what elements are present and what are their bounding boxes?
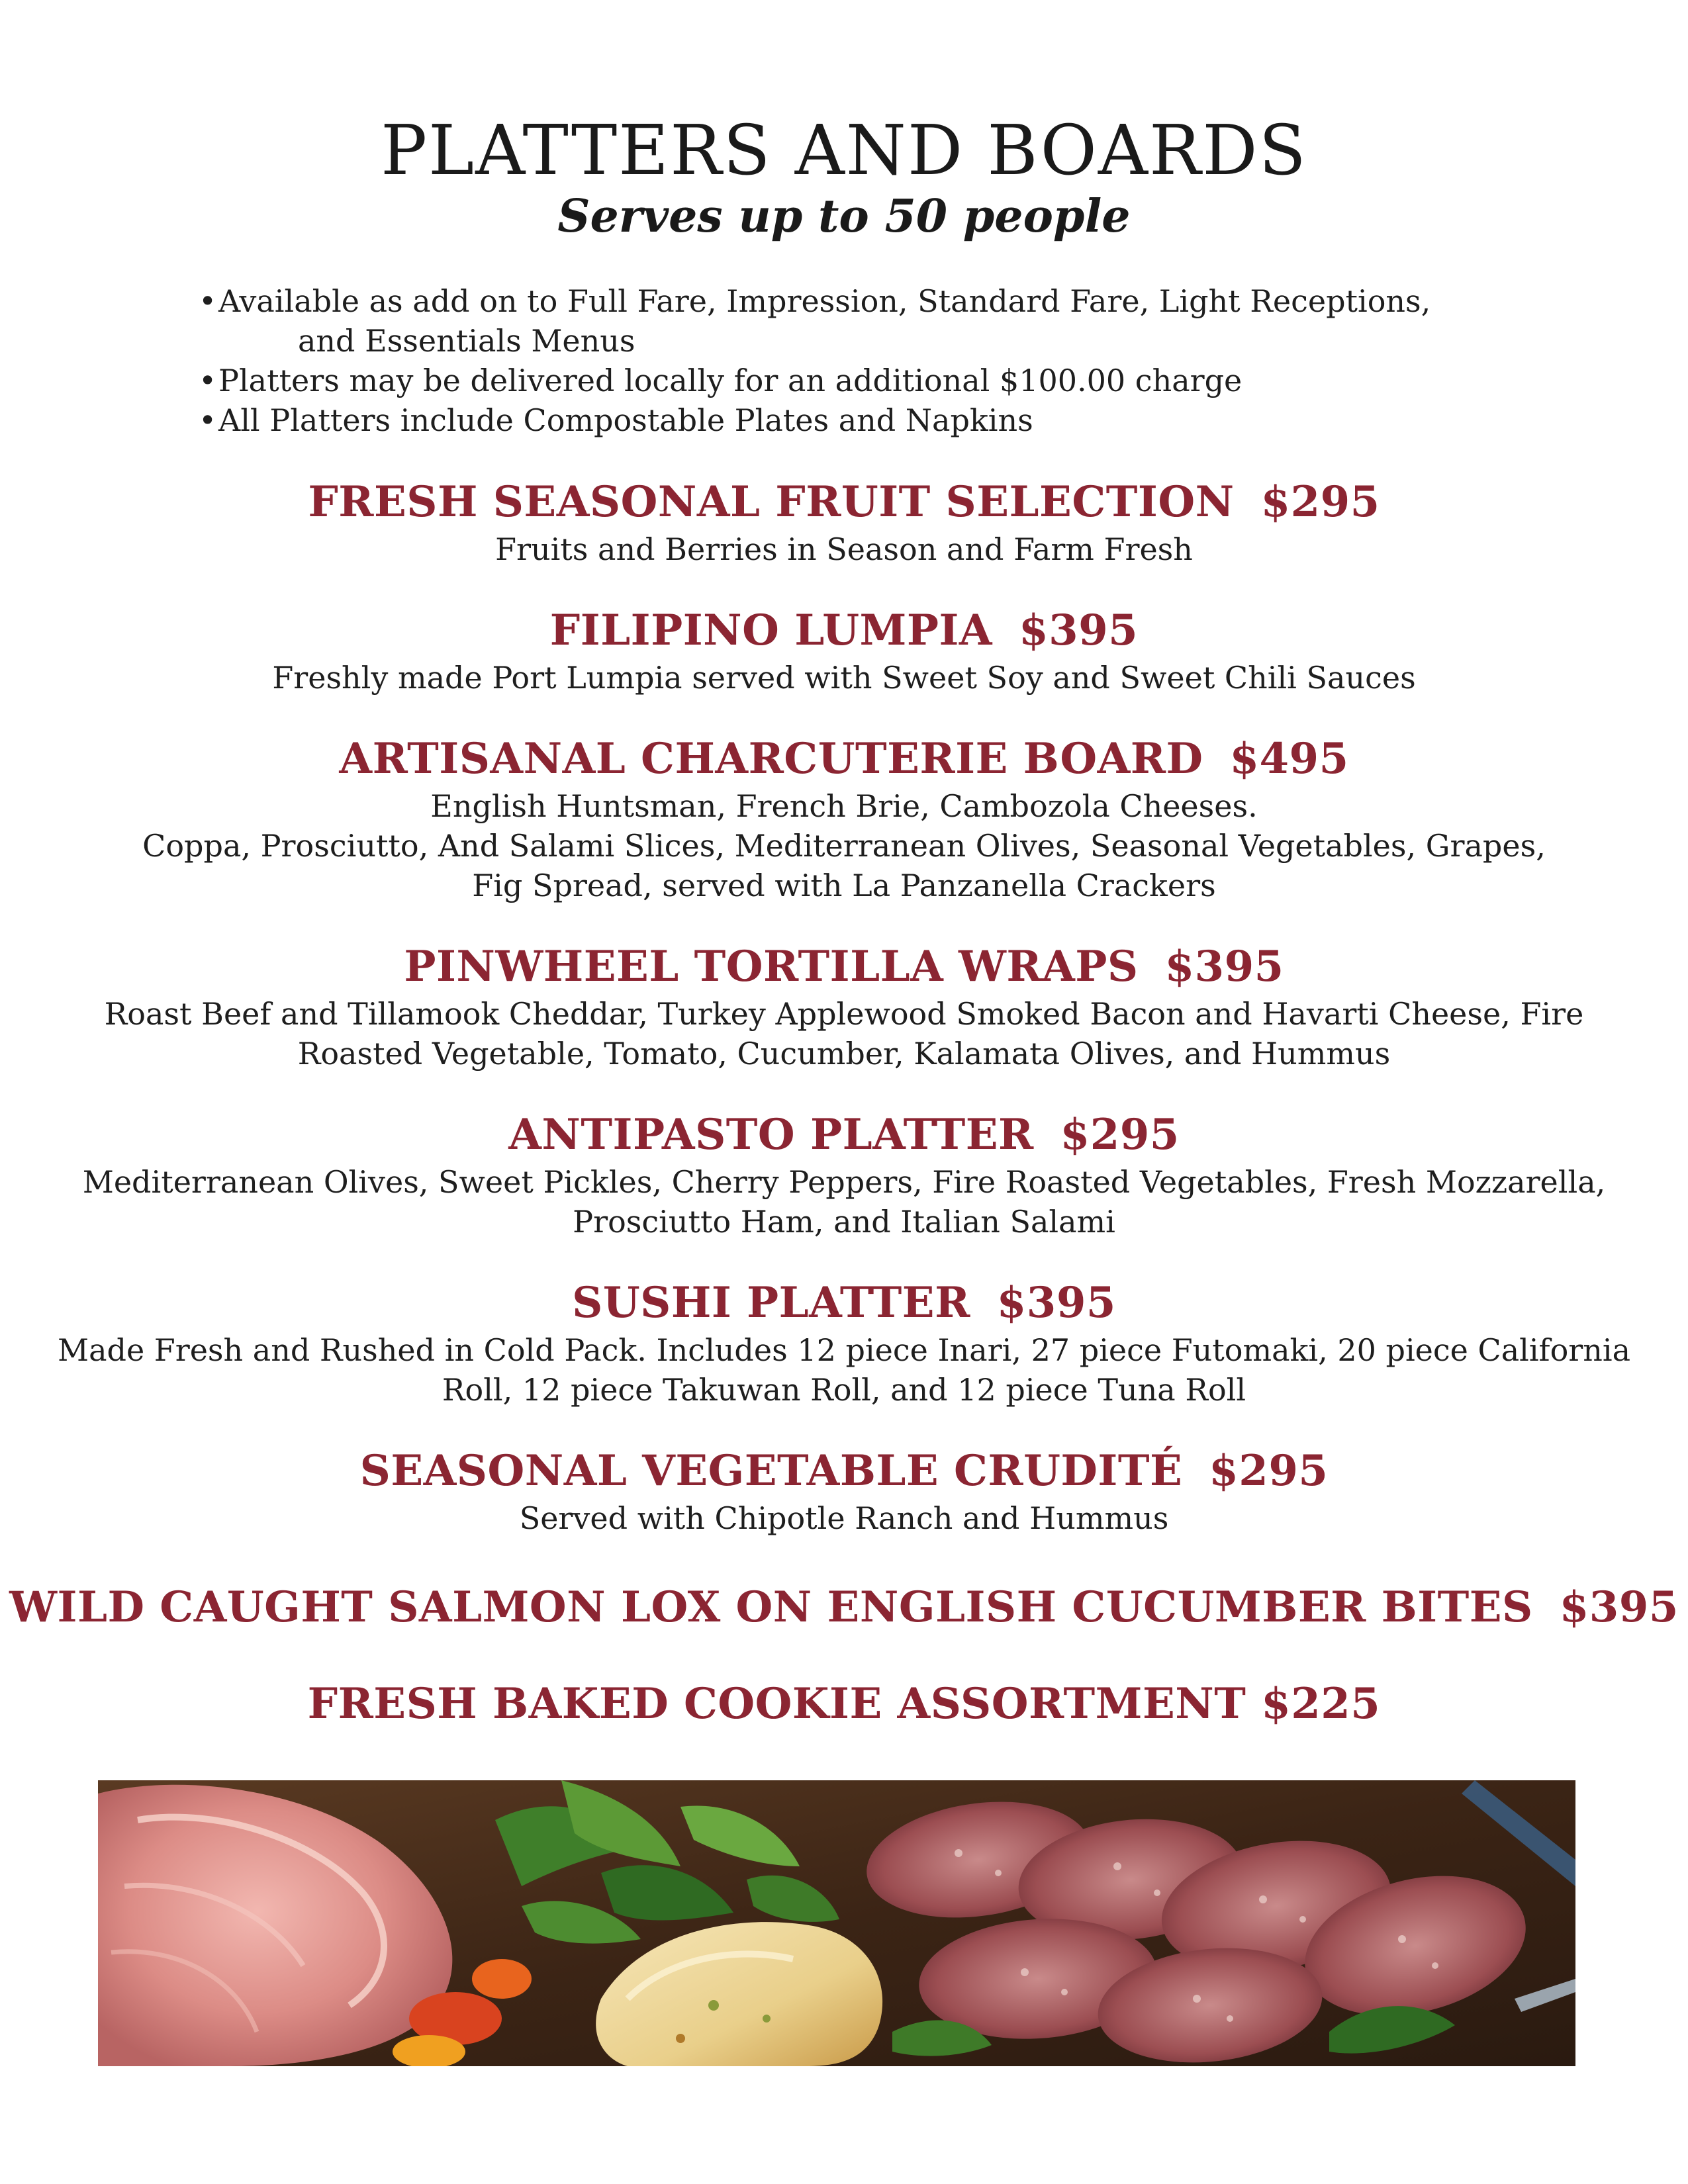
item-price: $395 (996, 1278, 1116, 1328)
item-price: $295 (1060, 1110, 1180, 1160)
menu-item (0, 1580, 1688, 1635)
menu-items (0, 475, 1688, 1766)
menu-item (0, 604, 1688, 698)
item-price: $495 (1229, 734, 1349, 784)
item-name: SEASONAL VEGETABLE CRUDITÉ $295 (359, 1446, 1329, 1496)
item-description: Freshly made Port Lumpia served with Sweet Soy and Sweet Chili Sauces (272, 660, 1416, 696)
item-price: $295 (1260, 477, 1380, 527)
menu-item (0, 1444, 1688, 1538)
item-price: $225 (1261, 1679, 1381, 1729)
note-text: Platters may be delivered locally for an additional $100.00 charge (218, 363, 1243, 398)
note-text: All Platters include Compostable Plates and Napkins (218, 402, 1033, 438)
item-description: Mediterranean Olives, Sweet Pickles, Cherry Peppers, Fire Roasted Vegetables, Fresh Mozzarella, Prosciutto Ham, and Italian Salami (82, 1164, 1606, 1240)
item-price: $395 (1559, 1582, 1679, 1632)
item-price: $295 (1209, 1446, 1329, 1496)
note-item (199, 400, 1523, 440)
item-price: $395 (1019, 606, 1139, 655)
item-name: WILD CAUGHT SALMON LOX ON ENGLISH CUCUMBER BITES $395 (9, 1582, 1679, 1632)
item-name: FRESH SEASONAL FRUIT SELECTION $295 (308, 477, 1380, 527)
item-name: ANTIPASTO PLATTER $295 (508, 1110, 1180, 1160)
item-description: Made Fresh and Rushed in Cold Pack. Includes 12 piece Inari, 27 piece Futomaki, 20 piece California Roll, 12 piece Takuwan Roll, and 12 piece Tuna Roll (57, 1332, 1631, 1408)
item-description: Roast Beef and Tillamook Cheddar, Turkey Applewood Smoked Bacon and Havarti Cheese, Fire Roasted Vegetable, Tomato, Cucumber, Kalamata Olives, and Hummus (104, 996, 1584, 1071)
item-description: Served with Chipotle Ranch and Hummus (519, 1500, 1169, 1536)
menu-item (0, 940, 1688, 1073)
item-name: FILIPINO LUMPIA $395 (549, 606, 1139, 655)
note-continuation: and Essentials Menus (298, 323, 635, 359)
menu-item (0, 1677, 1688, 1731)
note-item (199, 361, 1523, 400)
item-description: English Huntsman, French Brie, Cambozola Cheeses. Coppa, Prosciutto, And Salami Slices, Mediterranean Olives, Seasonal Vegetables, Grapes, Fig Spread, served with La Panzanella Crackers (142, 788, 1546, 903)
item-description: Fruits and Berries in Season and Farm Fresh (495, 531, 1193, 567)
menu-item (0, 1276, 1688, 1410)
bullet-icon: • (199, 402, 217, 438)
food-image-icon (98, 1780, 1575, 2066)
item-price: $395 (1164, 942, 1284, 991)
note-text: Available as add on to Full Fare, Impression, Standard Fare, Light Receptions, (218, 283, 1431, 319)
charcuterie-photo (98, 1780, 1575, 2066)
item-name: PINWHEEL TORTILLA WRAPS $395 (404, 942, 1284, 991)
notes-list (199, 281, 1523, 440)
item-name: ARTISANAL CHARCUTERIE BOARD $495 (339, 734, 1349, 784)
item-name: FRESH BAKED COOKIE ASSORTMENT $225 (307, 1679, 1381, 1729)
page-subtitle: Serves up to 50 people (557, 190, 1131, 243)
bullet-icon: • (199, 363, 217, 398)
menu-item (0, 732, 1688, 905)
item-name: SUSHI PLATTER $395 (572, 1278, 1116, 1328)
menu-item (0, 1108, 1688, 1242)
note-item (199, 281, 1523, 361)
page-title: PLATTERS AND BOARDS (381, 110, 1307, 191)
bullet-icon: • (199, 283, 217, 319)
menu-item (0, 475, 1688, 569)
